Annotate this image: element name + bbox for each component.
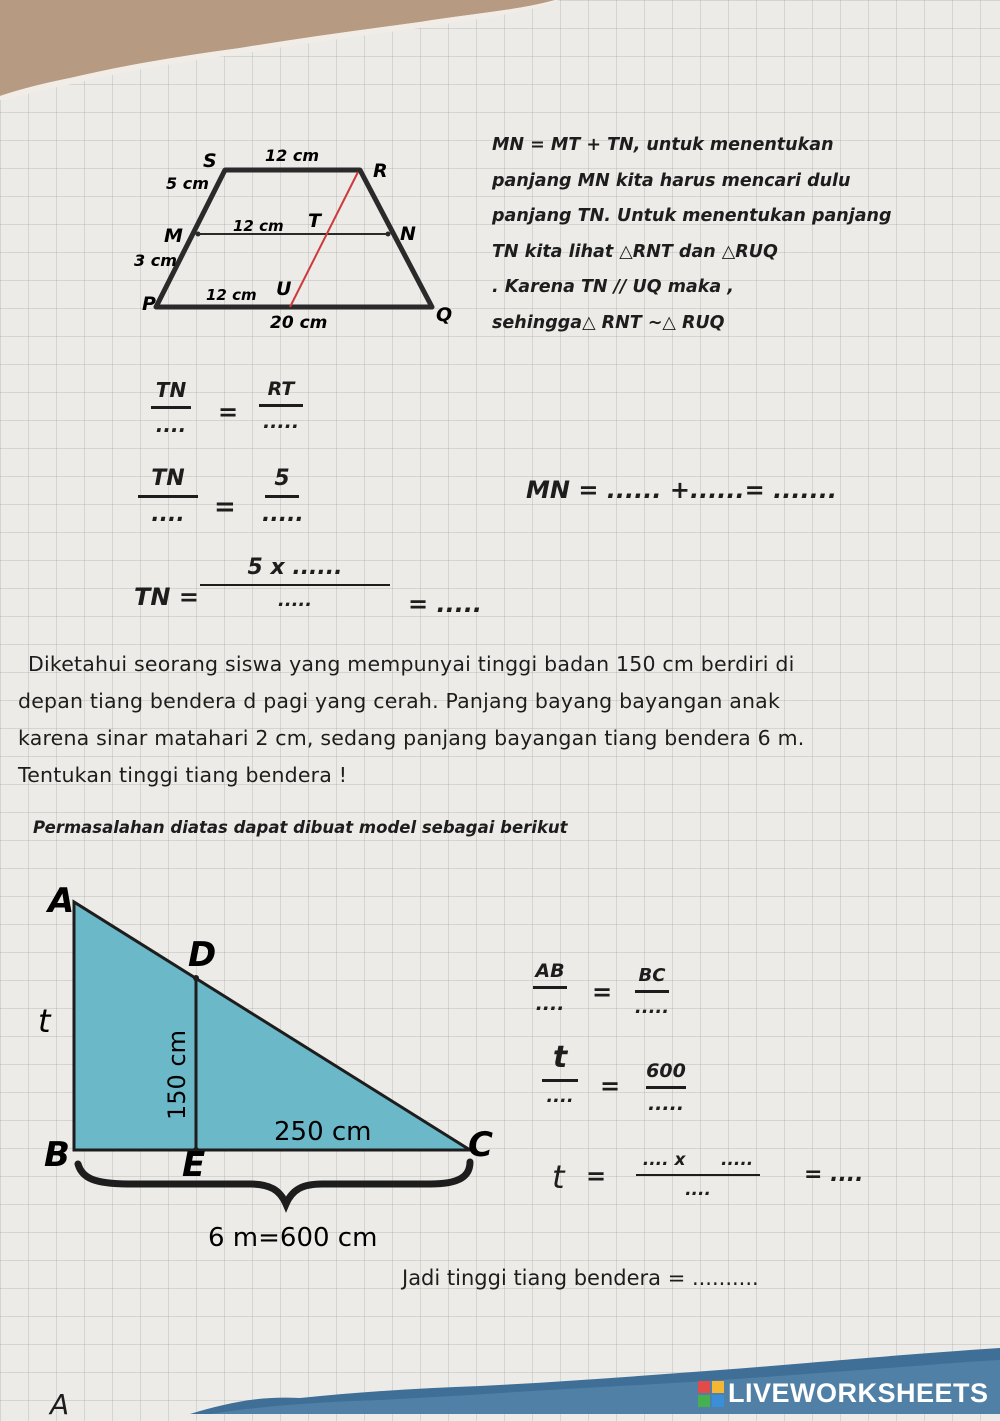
label-p: P bbox=[142, 293, 156, 315]
label-bc-length: 6 m=600 cm bbox=[208, 1223, 378, 1253]
problem-line: depan tiang bendera d pagi yang cerah. Panjang bayang bayangan anak bbox=[18, 689, 781, 713]
label-d: D bbox=[188, 935, 217, 975]
equals-sign: = bbox=[586, 1162, 607, 1190]
conclusion-text: Jadi tinggi tiang bendera = .......... bbox=[402, 1266, 759, 1290]
equals-sign: = bbox=[592, 978, 613, 1006]
t-result: = .... bbox=[804, 1162, 864, 1187]
label-top-length: 12 cm bbox=[265, 146, 319, 165]
fraction-tn-2: TN .... bbox=[136, 466, 200, 527]
fraction-ab: AB .... bbox=[530, 960, 570, 1015]
explanation-line: panjang TN. Untuk menentukan panjang bbox=[492, 206, 892, 226]
label-e: E bbox=[182, 1145, 206, 1185]
label-bottom-length: 20 cm bbox=[270, 313, 328, 333]
label-m: M bbox=[164, 225, 183, 247]
fraction-600: 600 ..... bbox=[646, 1060, 686, 1115]
label-s: S bbox=[203, 150, 217, 172]
label-t: t bbox=[38, 1002, 51, 1040]
brace-bc bbox=[78, 1162, 470, 1204]
tn-result: = ..... bbox=[408, 590, 483, 618]
label-mp-length: 3 cm bbox=[134, 251, 177, 270]
mn-equation: MN = ...... +......= ....... bbox=[526, 476, 837, 504]
model-title: Permasalahan diatas dapat dibuat model sebagai berikut bbox=[33, 818, 568, 837]
explanation-line: MN = MT + TN, untuk menentukan bbox=[492, 135, 834, 155]
label-r: R bbox=[373, 160, 388, 182]
torn-paper-decoration bbox=[0, 0, 560, 100]
triangle-figure bbox=[30, 870, 500, 1270]
liveworksheets-wordmark: LIVEWORKSHEETS bbox=[728, 1378, 989, 1408]
t-lhs: t bbox=[552, 1158, 565, 1196]
label-u: U bbox=[276, 278, 292, 300]
label-n: N bbox=[400, 223, 416, 245]
problem-line: karena sinar matahari 2 cm, sedang panjang bayangan tiang bendera 6 m. bbox=[18, 726, 805, 750]
label-pu-length: 12 cm bbox=[206, 286, 257, 304]
label-de-length: 150 cm bbox=[163, 1029, 191, 1120]
fraction-t: t .... bbox=[538, 1040, 582, 1107]
explanation-line: sehingga△ RNT ∼△ RUQ bbox=[492, 312, 725, 333]
fraction-rt: RT ..... bbox=[256, 378, 306, 433]
problem-line: Tentukan tinggi tiang bendera ! bbox=[18, 763, 348, 787]
label-q: Q bbox=[436, 304, 453, 326]
trapezoid-figure bbox=[120, 135, 470, 340]
fraction-five: 5 ..... bbox=[262, 466, 304, 527]
explanation-text bbox=[492, 128, 892, 341]
label-ec-length: 250 cm bbox=[274, 1117, 372, 1147]
equals-sign: = bbox=[600, 1072, 621, 1100]
bottom-letter: A bbox=[50, 1388, 70, 1421]
explanation-line: panjang MN kita harus mencari dulu bbox=[492, 170, 851, 191]
fraction-tn-calc: 5 x ...... ..... bbox=[200, 555, 390, 611]
problem-line: Diketahui seorang siswa yang mempunyai tinggi badan 150 cm berdiri di bbox=[28, 652, 795, 676]
explanation-line: TN kita lihat △RNT dan △RUQ bbox=[492, 241, 778, 262]
label-c: C bbox=[468, 1125, 493, 1165]
label-mt-length: 12 cm bbox=[233, 217, 284, 235]
liveworksheets-logo bbox=[698, 1378, 989, 1409]
segment-ru bbox=[290, 172, 358, 307]
fraction-tn-1: TN .... bbox=[148, 378, 194, 437]
label-sm-length: 5 cm bbox=[166, 174, 209, 193]
tn-lhs: TN = bbox=[134, 583, 199, 611]
fraction-t-calc: .... x ..... .... bbox=[636, 1150, 760, 1200]
fraction-bc: BC ..... bbox=[634, 965, 670, 1018]
explanation-line: . Karena TN // UQ maka , bbox=[492, 277, 734, 297]
label-t: T bbox=[308, 210, 321, 232]
equals-sign: = bbox=[214, 492, 236, 522]
problem-paragraph bbox=[18, 646, 804, 794]
label-a: A bbox=[48, 881, 75, 921]
triangle-abc bbox=[74, 902, 470, 1150]
label-b: B bbox=[44, 1135, 70, 1175]
liveworksheets-icon bbox=[698, 1381, 724, 1407]
equals-sign: = bbox=[218, 398, 239, 426]
